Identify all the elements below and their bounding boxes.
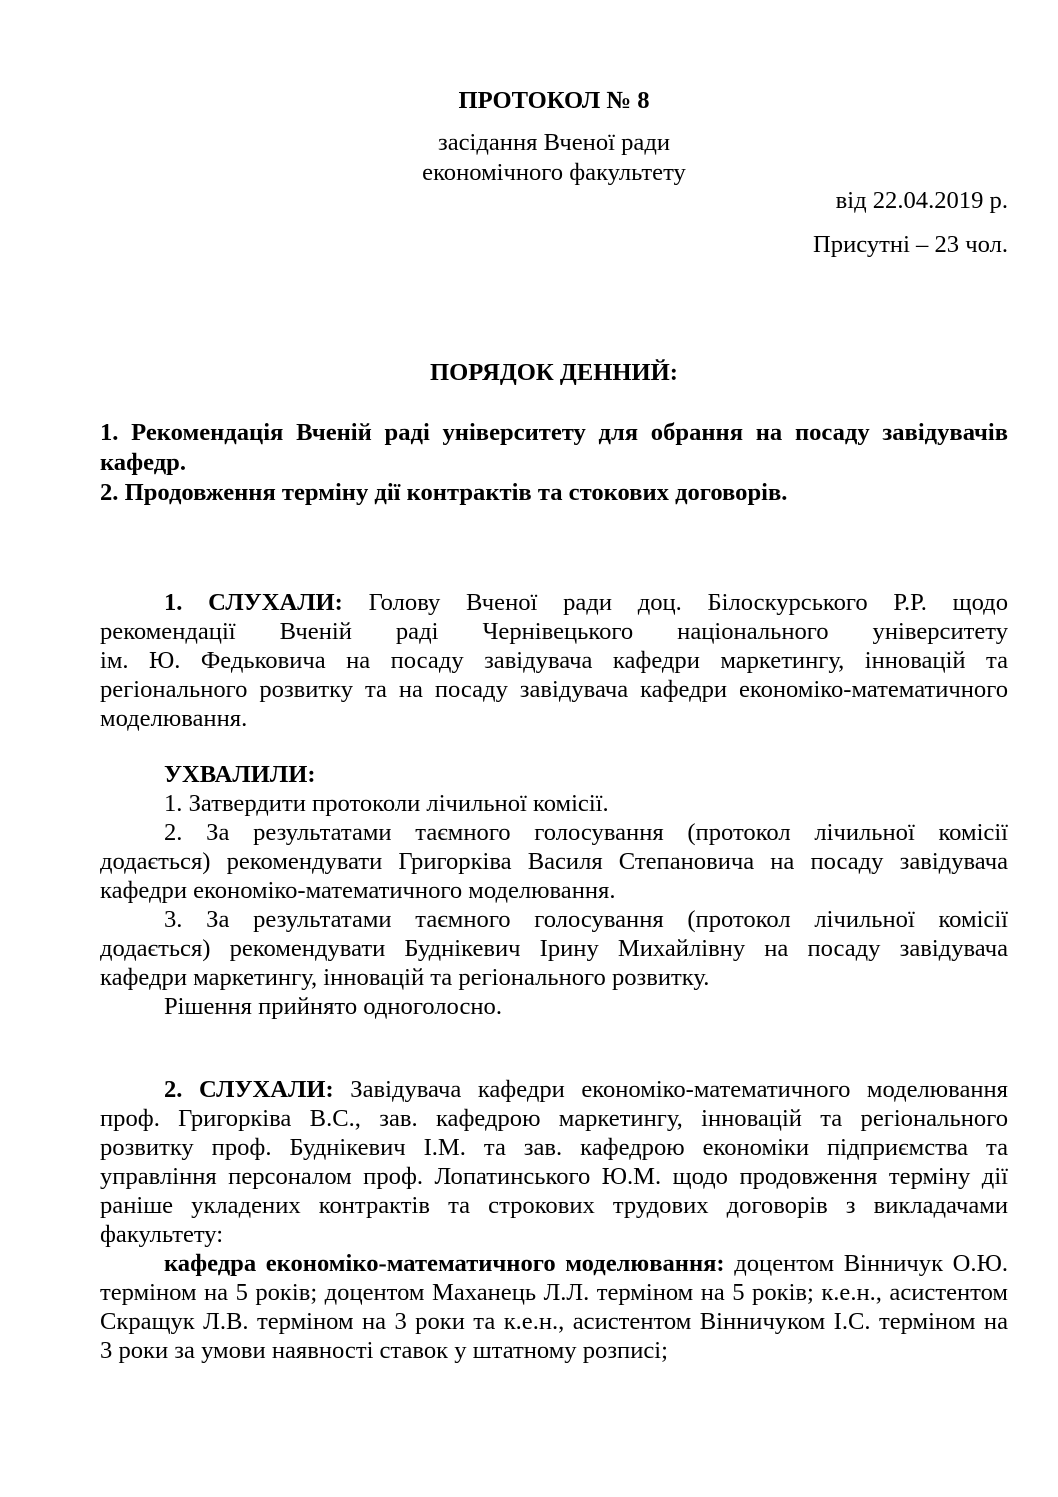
section-2-line-3: розвитку проф. Буднікевич І.М. та зав. кафедрою економіки підприємства та (100, 1134, 1008, 1161)
protocol-subtitle-line-1: засідання Вченої ради (438, 129, 670, 156)
section-1-decision-3-line-2: додається) рекомендувати Буднікевич Ірину Михайлівну на посаду завідувача (100, 935, 1008, 962)
section-1-line-2: рекомендації Вченій раді Чернівецького національного університету (100, 618, 1008, 645)
section-1-heard-label: 1. СЛУХАЛИ: (164, 589, 343, 616)
agenda-heading: ПОРЯДОК ДЕННИЙ: (430, 359, 678, 386)
section-2-department-line-3: Скращук Л.В. терміном на 3 роки та к.е.н., асистентом Вінничуком І.С. терміном на (100, 1308, 1008, 1335)
section-1-decided-heading: УХВАЛИЛИ: (164, 761, 316, 788)
section-2-line-6: факультету: (100, 1221, 224, 1248)
section-1-line-1-text: Голову Вченої ради доц. Білоскурського Р.Р. щодо (342, 589, 1008, 616)
section-1-decision-2-line-2: додається) рекомендувати Григорківа Василя Степановича на посаду завідувача (100, 848, 1008, 875)
attendance-count: Присутні – 23 чол. (813, 231, 1008, 258)
section-2-department-line-1 (164, 1249, 1008, 1278)
section-1-line-3: ім. Ю. Федьковича на посаду завідувача кафедри маркетингу, інновацій та (100, 647, 1008, 674)
agenda-item-1-line-2: кафедр. (100, 449, 186, 476)
section-1-decision-unanimous: Рішення прийнято одноголосно. (164, 993, 502, 1020)
section-2-line-4: управління персоналом проф. Лопатинського Ю.М. щодо продовження терміну дії (100, 1163, 1008, 1190)
section-2-line-1 (164, 1075, 1008, 1104)
agenda-item-2: 2. Продовження терміну дії контрактів та стокових договорів. (100, 479, 788, 506)
section-2-department-line-4: 3 роки за умови наявності ставок у штатному розписі; (100, 1337, 668, 1364)
section-1-line-4: регіонального розвитку та на посаду завідувача кафедри економіко-математичного (100, 676, 1008, 703)
protocol-title: ПРОТОКОЛ № 8 (458, 87, 650, 114)
section-2-department-line-2: терміном на 5 років; доцентом Маханець Л.Л. терміном на 5 років; к.е.н., асистентом (100, 1279, 1008, 1306)
protocol-subtitle-line-2: економічного факультету (422, 159, 686, 186)
section-1-decision-3-line-1: 3. За результатами таємного голосування (протокол лічильної комісії (164, 906, 1008, 933)
section-1-line-5: моделювання. (100, 705, 248, 732)
section-2-heard-label: 2. СЛУХАЛИ: (164, 1076, 334, 1103)
section-1-decision-3-line-3: кафедри маркетингу, інновацій та регіонального розвитку. (100, 964, 710, 991)
section-1-line-1 (164, 588, 1008, 617)
section-2-line-2: проф. Григорківа В.С., зав. кафедрою маркетингу, інновацій та регіонального (100, 1105, 1008, 1132)
agenda-item-1-line-1: 1. Рекомендація Вченій раді університету для обрання на посаду завідувачів (100, 419, 1008, 446)
section-2-department-name: кафедра економіко-математичного моделювання: (164, 1250, 725, 1277)
protocol-date: від 22.04.2019 р. (835, 187, 1008, 214)
section-1-decision-2-line-1: 2. За результатами таємного голосування (протокол лічильної комісії (164, 819, 1008, 846)
section-2-line-1-text: Завідувача кафедри економіко-математичного моделювання (333, 1076, 1008, 1103)
section-1-decision-1: 1. Затвердити протоколи лічильної комісії. (164, 790, 609, 817)
section-2-line-5: раніше укладених контрактів та строкових трудових договорів з викладачами (100, 1192, 1008, 1219)
section-2-department-line-1-text: доцентом Вінничук О.Ю. (724, 1250, 1008, 1277)
section-1-decision-2-line-3: кафедри економіко-математичного моделювання. (100, 877, 616, 904)
